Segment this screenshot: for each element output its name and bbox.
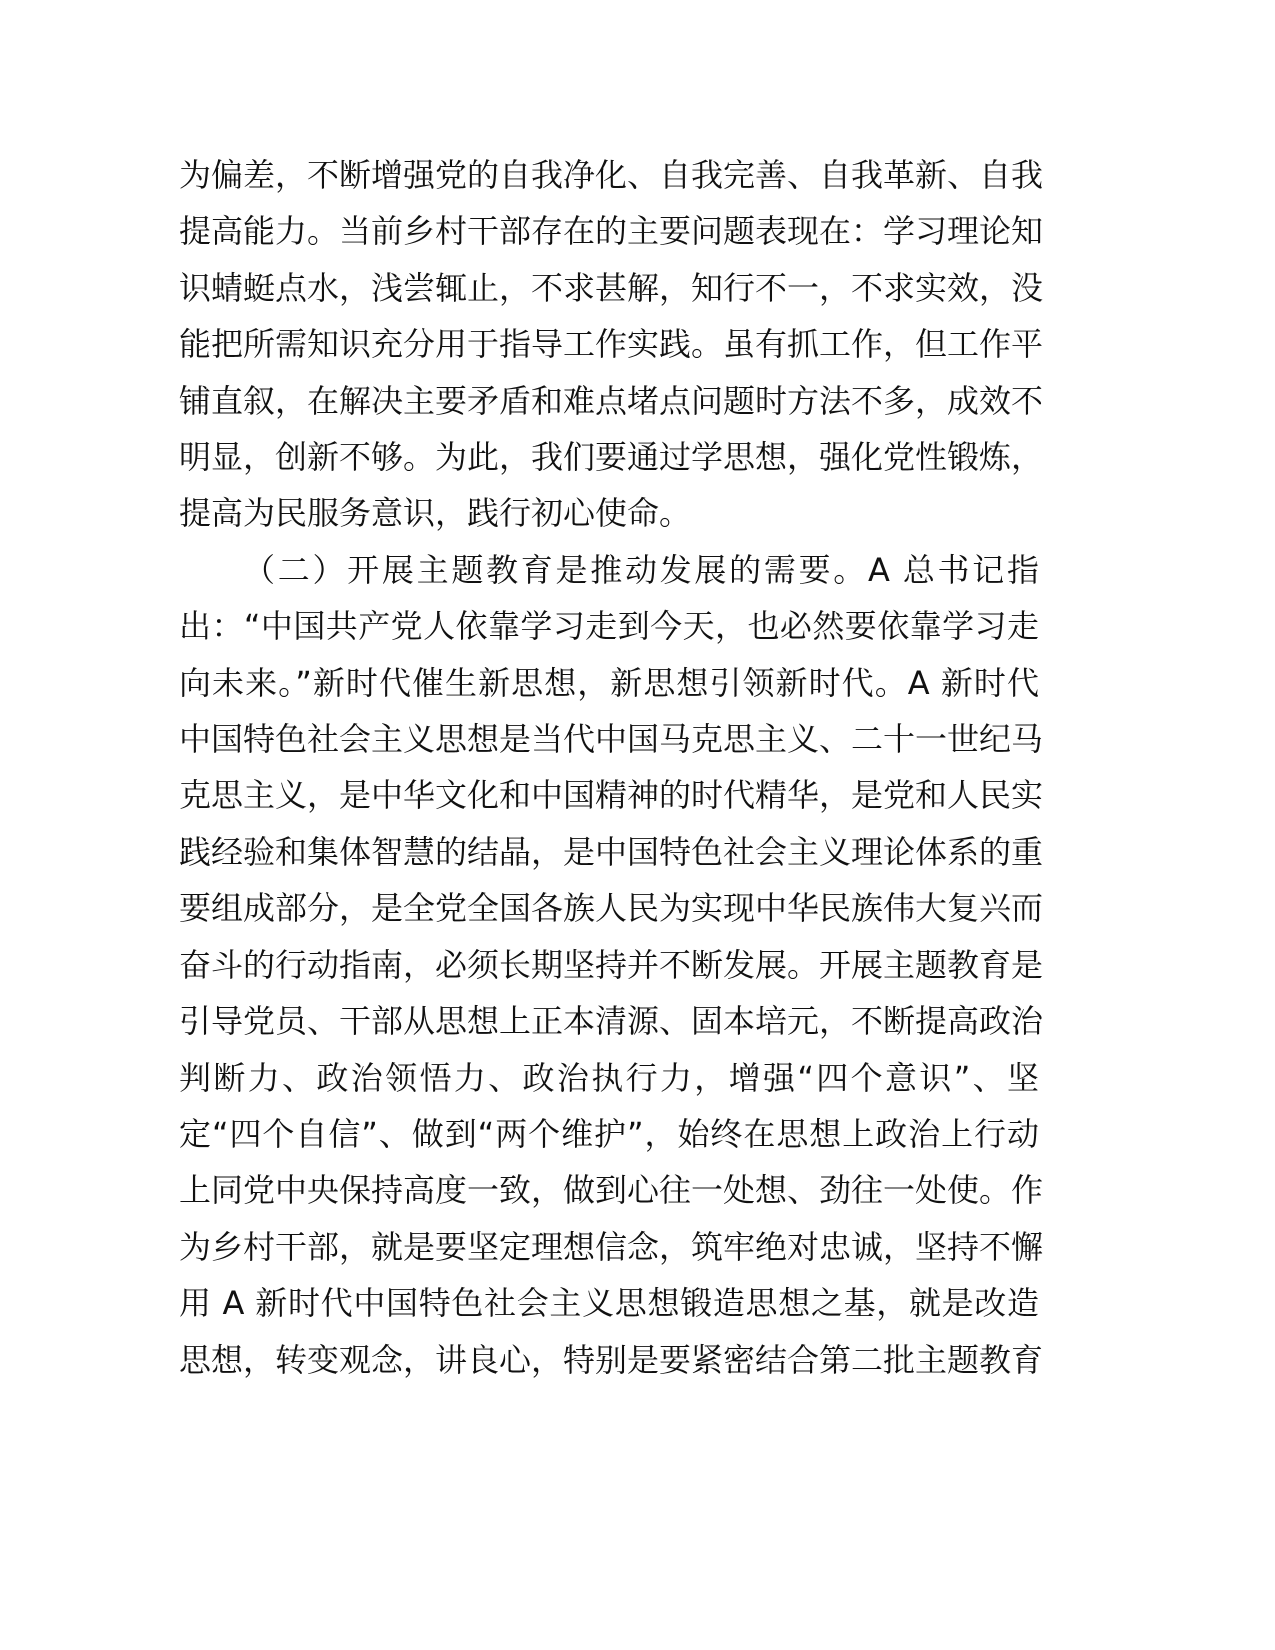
- text-line: （二）开展主题教育是推动发展的需要。A 总书记指: [243, 550, 1039, 589]
- text-line: 判断力、政治领悟力、政治执行力，增强“四个意识”、坚: [179, 1058, 1039, 1097]
- text-line: 用 A 新时代中国特色社会主义思想锻造思想之基，就是改造: [179, 1284, 1039, 1323]
- text-line: 向未来。”新时代催生新思想，新思想引领新时代。A 新时代: [179, 663, 1039, 702]
- text-line: 出：“中国共产党人依靠学习走到今天，也必然要依靠学习走: [179, 607, 1039, 646]
- text-line: 提高为民服务意识，践行初心使命。: [179, 494, 692, 533]
- text-line: 引导党员、干部从思想上正本清源、固本培元，不断提高政治: [179, 1002, 1044, 1041]
- text-line: 践经验和集体智慧的结晶，是中国特色社会主义理论体系的重: [179, 832, 1044, 871]
- text-line: 明显，创新不够。为此，我们要通过学思想，强化党性锻炼，: [179, 438, 1044, 477]
- text-line: 铺直叙，在解决主要矛盾和难点堵点问题时方法不多，成效不: [179, 381, 1044, 420]
- text-line: 识蜻蜓点水，浅尝辄止，不求甚解，知行不一，不求实效，没: [179, 268, 1044, 307]
- text-line: 为偏差，不断增强党的自我净化、自我完善、自我革新、自我: [179, 156, 1044, 194]
- text-line: 思想，转变观念，讲良心，特别是要紧密结合第二批主题教育: [179, 1340, 1044, 1379]
- text-line: 提高能力。当前乡村干部存在的主要问题表现在：学习理论知: [179, 212, 1044, 251]
- paragraph-1: [179, 147, 1044, 542]
- text-line: 为乡村干部，就是要坚定理想信念，筑牢绝对忠诚，坚持不懈: [179, 1227, 1044, 1266]
- body-text: [179, 147, 1044, 1388]
- text-line: 能把所需知识充分用于指导工作实践。虽有抓工作，但工作平: [179, 325, 1044, 364]
- text-line: 中国特色社会主义思想是当代中国马克思主义、二十一世纪马: [179, 720, 1044, 759]
- text-line: 上同党中央保持高度一致，做到心往一处想、劲往一处使。作: [179, 1171, 1044, 1210]
- paragraph-2: [179, 542, 1044, 1388]
- text-line: 要组成部分，是全党全国各族人民为实现中华民族伟大复兴而: [179, 889, 1044, 928]
- text-line: 奋斗的行动指南，必须长期坚持并不断发展。开展主题教育是: [179, 945, 1044, 984]
- text-line: 克思主义，是中华文化和中国精神的时代精华，是党和人民实: [179, 776, 1044, 815]
- text-line: 定“四个自信”、做到“两个维护”，始终在思想上政治上行动: [179, 1114, 1039, 1153]
